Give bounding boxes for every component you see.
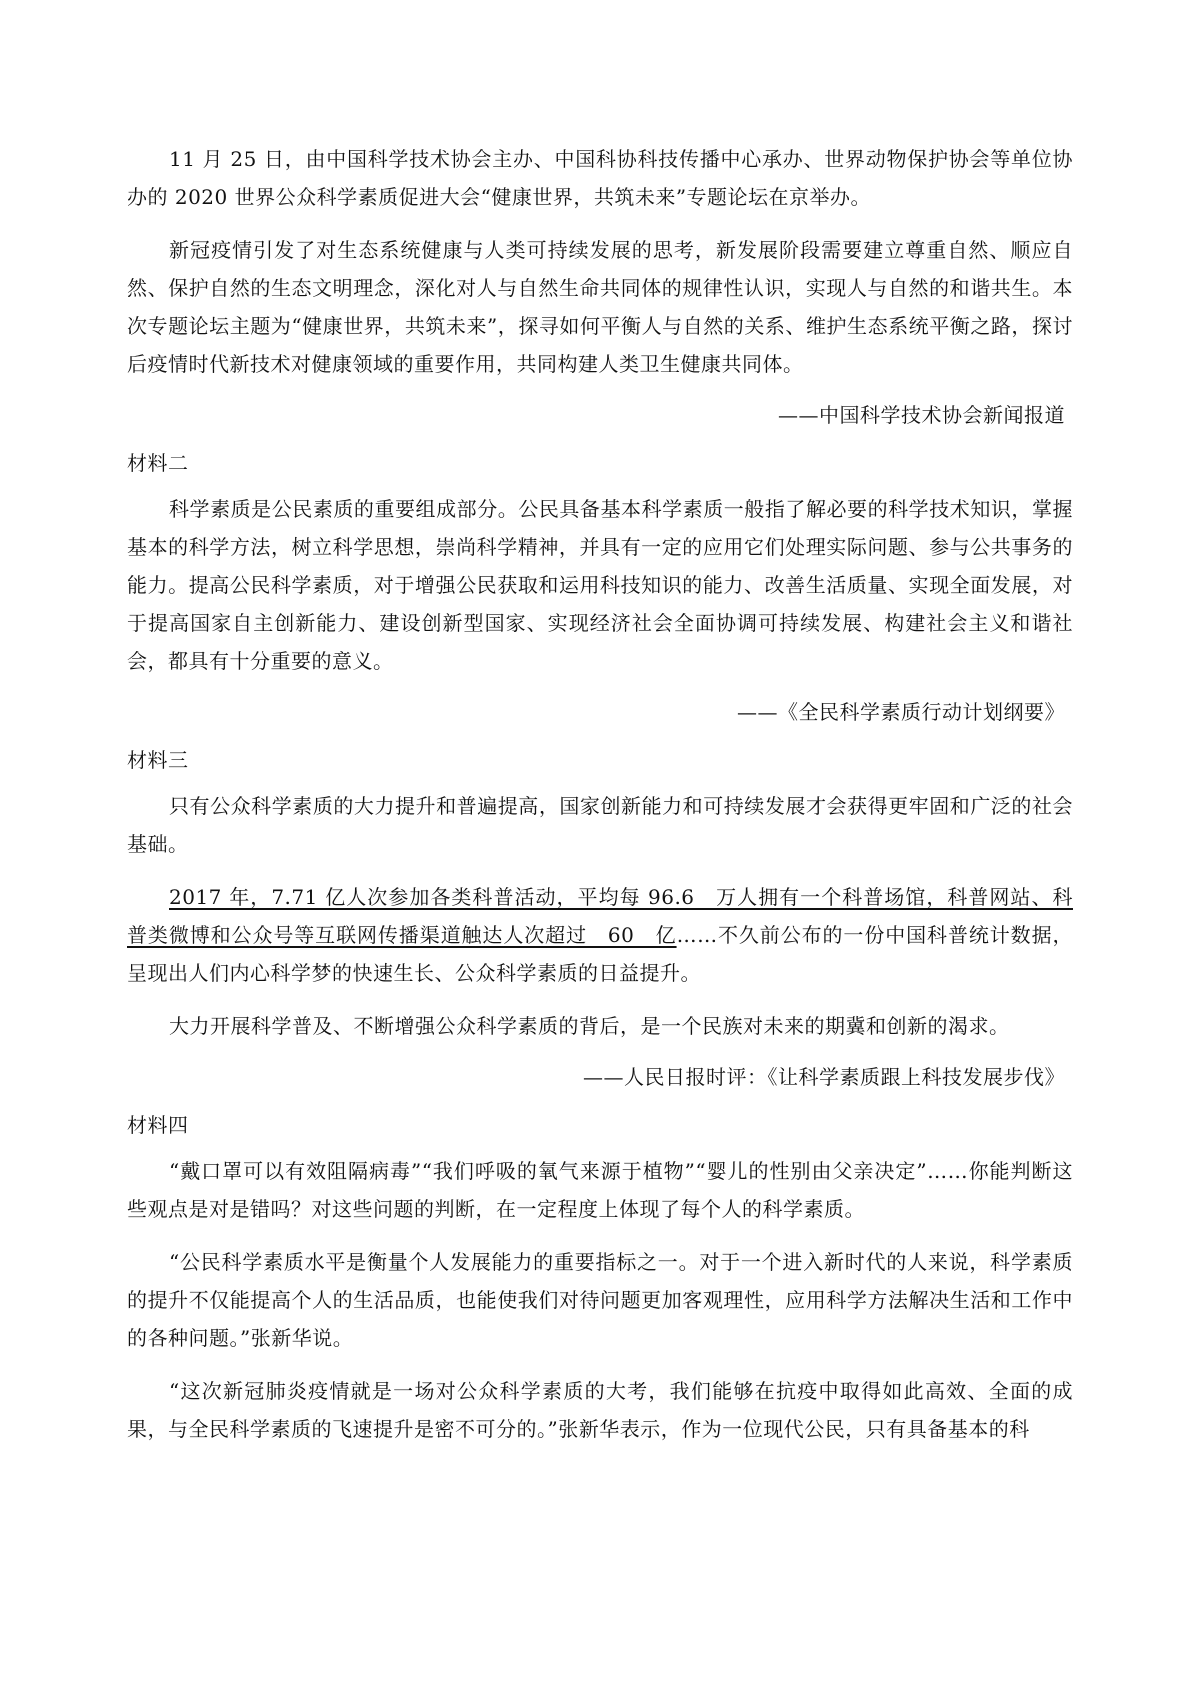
underlined-statistics: 2017 年，7.71 亿人次参加各类科普活动，平均每 96.6 万人拥有一个科普场馆，科普网站、科普类微博和公众号等互联网传播渠道触达人次超过 60 亿 [127, 885, 1073, 947]
material4-paragraph-2: “公民科学素质水平是衡量个人发展能力的重要指标之一。对于一个进入新时代的人来说，科学素质的提升不仅能提高个人的生活品质，也能使我们对待问题更加客观理性，应用科学方法解决生活和工作中的各种问题。”张新华说。 [127, 1250, 1073, 1350]
material3-paragraph-3: 大力开展科学普及、不断增强公众科学素质的背后，是一个民族对未来的期冀和创新的渴求。 [169, 1014, 1010, 1038]
material1-paragraph-1: 11 月 25 日，由中国科学技术协会主办、中国科协科技传播中心承办、世界动物保护协会等单位协办的 2020 世界公众科学素质促进大会“健康世界，共筑未来”专题论坛在京举办。 [127, 147, 1073, 209]
material1-source: ——中国科学技术协会新闻报道 [778, 403, 1065, 427]
material4-paragraph-1: “戴口罩可以有效阻隔病毒”“我们呼吸的氧气来源于植物”“婴儿的性别由父亲决定”……你能判断这些观点是对是错吗？对这些问题的判断，在一定程度上体现了每个人的科学素质。 [127, 1159, 1073, 1221]
material2-heading: 材料二 [127, 451, 189, 475]
material3-paragraph-1: 只有公众科学素质的大力提升和普遍提高，国家创新能力和可持续发展才会获得更牢固和广泛的社会基础。 [127, 794, 1073, 856]
material3-heading: 材料三 [127, 748, 189, 772]
material2-paragraph-1: 科学素质是公民素质的重要组成部分。公民具备基本科学素质一般指了解必要的科学技术知识，掌握基本的科学方法，树立科学思想，崇尚科学精神，并具有一定的应用它们处理实际问题、参与公共事务的能力。提高公民科学素质，对于增强公民获取和运用科技知识的能力、改善生活质量、实现全面发展，对于提高国家自主创新能力、建设创新型国家、实现经济社会全面协调可持续发展、构建社会主义和谐社会，都具有十分重要的意义。 [127, 497, 1073, 673]
statistics-commentary: ……不久前公布的一份中国科普统计数据，呈现出人们内心科学梦的快速生长、公众科学素质的日益提升。 [127, 923, 1073, 985]
material1-paragraph-2: 新冠疫情引发了对生态系统健康与人类可持续发展的思考，新发展阶段需要建立尊重自然、顺应自然、保护自然的生态文明理念，深化对人与自然生命共同体的规律性认识，实现人与自然的和谐共生。本次专题论坛主题为“健康世界，共筑未来”，探寻如何平衡人与自然的关系、维护生态系统平衡之路，探讨后疫情时代新技术对健康领域的重要作用，共同构建人类卫生健康共同体。 [127, 238, 1073, 376]
material4-paragraph-3: “这次新冠肺炎疫情就是一场对公众科学素质的大考，我们能够在抗疫中取得如此高效、全面的成果，与全民科学素质的飞速提升是密不可分的。”张新华表示，作为一位现代公民，只有具备基本的科 [127, 1379, 1073, 1441]
material2-source: ——《全民科学素质行动计划纲要》 [737, 700, 1065, 724]
material3-paragraph-2 [127, 878, 1073, 992]
material3-source: ——人民日报时评：《让科学素质跟上科技发展步伐》 [583, 1065, 1065, 1089]
material4-heading: 材料四 [127, 1113, 189, 1137]
